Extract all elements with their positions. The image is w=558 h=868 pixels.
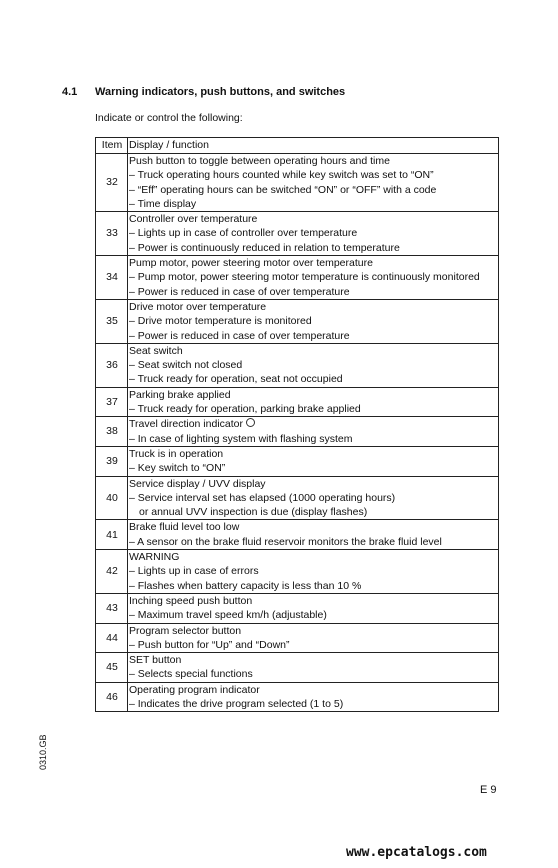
table-row xyxy=(96,256,499,300)
function-detail: – Seat switch not closed xyxy=(129,359,243,372)
function-detail: – Key switch to “ON” xyxy=(129,462,226,475)
function-cell xyxy=(128,446,499,476)
function-cell xyxy=(128,256,499,300)
item-number: 46 xyxy=(96,682,128,712)
item-number: 39 xyxy=(96,446,128,476)
item-number: 45 xyxy=(96,653,128,683)
circle-icon xyxy=(246,418,255,427)
function-detail: – Push button for “Up” and “Down” xyxy=(129,638,290,651)
function-title: Controller over temperature xyxy=(129,213,258,226)
table-row xyxy=(96,299,499,343)
function-cell xyxy=(128,299,499,343)
function-detail: – Flashes when battery capacity is less than 10 % xyxy=(129,579,362,592)
function-title: WARNING xyxy=(129,551,180,564)
table-row xyxy=(96,212,499,256)
function-detail: – Service interval set has elapsed (1000 operating hours) xyxy=(129,491,396,504)
item-number: 35 xyxy=(96,299,128,343)
function-detail: – Power is reduced in case of over temperature xyxy=(129,285,350,298)
function-detail: – Pump motor, power steering motor temperature is continuously monitored xyxy=(129,271,480,284)
item-number: 34 xyxy=(96,256,128,300)
item-number: 40 xyxy=(96,476,128,520)
function-cell xyxy=(128,417,499,447)
function-title-line xyxy=(129,417,498,431)
function-detail: – Indicates the drive program selected (1 to 5) xyxy=(129,697,344,710)
function-title: Truck is in operation xyxy=(129,447,224,460)
item-number: 38 xyxy=(96,417,128,447)
section-heading xyxy=(62,86,345,98)
indicators-table xyxy=(95,137,499,712)
item-number: 33 xyxy=(96,212,128,256)
table-row xyxy=(96,550,499,594)
function-cell xyxy=(128,550,499,594)
function-cell xyxy=(128,476,499,520)
function-cell xyxy=(128,653,499,683)
function-title: Drive motor over temperature xyxy=(129,300,267,313)
function-detail: – Power is continuously reduced in relation to temperature xyxy=(129,241,400,254)
table-row xyxy=(96,593,499,623)
function-detail: or annual UVV inspection is due (display flashes) xyxy=(139,506,368,519)
function-title: SET button xyxy=(129,654,182,667)
page-number: E 9 xyxy=(480,784,497,796)
table-header-row xyxy=(96,138,499,154)
function-title: Program selector button xyxy=(129,624,242,637)
item-number: 37 xyxy=(96,387,128,417)
function-detail: – Lights up in case of controller over temperature xyxy=(129,227,358,240)
function-detail: – Truck ready for operation, parking brake applied xyxy=(129,403,361,416)
item-number: 43 xyxy=(96,593,128,623)
function-detail: – Time display xyxy=(129,197,197,210)
function-detail: – A sensor on the brake fluid reservoir monitors the brake fluid level xyxy=(129,535,442,548)
function-cell xyxy=(128,343,499,387)
table-row xyxy=(96,387,499,417)
function-detail: – Drive motor temperature is monitored xyxy=(129,315,312,328)
function-cell xyxy=(128,623,499,653)
table-row xyxy=(96,653,499,683)
function-cell xyxy=(128,593,499,623)
function-cell xyxy=(128,682,499,712)
function-detail: – Truck ready for operation, seat not occupied xyxy=(129,373,343,386)
table-row xyxy=(96,343,499,387)
item-number: 41 xyxy=(96,520,128,550)
function-detail: – In case of lighting system with flashing system xyxy=(129,432,353,445)
function-title: Service display / UVV display xyxy=(129,477,266,490)
table-row xyxy=(96,446,499,476)
function-cell xyxy=(128,154,499,212)
table-row xyxy=(96,623,499,653)
header-item: Item xyxy=(96,138,128,154)
function-title: Inching speed push button xyxy=(129,594,253,607)
function-title: Parking brake applied xyxy=(129,388,231,401)
watermark-url: www.epcatalogs.com xyxy=(346,845,487,860)
function-detail: – Power is reduced in case of over temperature xyxy=(129,329,350,342)
function-cell xyxy=(128,520,499,550)
item-number: 42 xyxy=(96,550,128,594)
function-title: Pump motor, power steering motor over temperature xyxy=(129,257,373,270)
function-detail: – Lights up in case of errors xyxy=(129,565,259,578)
function-detail: – Selects special functions xyxy=(129,668,253,681)
document-code: 0310.GB xyxy=(38,734,48,770)
table-row xyxy=(96,682,499,712)
function-detail: – “Eff” operating hours can be switched “ON” or “OFF” with a code xyxy=(129,183,437,196)
item-number: 36 xyxy=(96,343,128,387)
function-title: Travel direction indicator xyxy=(129,418,243,431)
function-title: Brake fluid level too low xyxy=(129,521,240,534)
table-row xyxy=(96,154,499,212)
function-cell xyxy=(128,212,499,256)
table-row xyxy=(96,476,499,520)
header-function: Display / function xyxy=(128,138,499,154)
function-title: Seat switch xyxy=(129,344,183,357)
function-detail: – Truck operating hours counted while key switch was set to “ON” xyxy=(129,169,434,182)
function-detail: – Maximum travel speed km/h (adjustable) xyxy=(129,609,327,622)
function-title: Push button to toggle between operating hours and time xyxy=(129,155,390,167)
table-row xyxy=(96,520,499,550)
table-row xyxy=(96,417,499,447)
function-title: Operating program indicator xyxy=(129,683,260,696)
intro-text: Indicate or control the following: xyxy=(95,112,243,124)
item-number: 44 xyxy=(96,623,128,653)
section-number: 4.1 xyxy=(62,86,78,98)
item-number: 32 xyxy=(96,154,128,212)
function-cell xyxy=(128,387,499,417)
section-title: Warning indicators, push buttons, and switches xyxy=(95,86,346,98)
